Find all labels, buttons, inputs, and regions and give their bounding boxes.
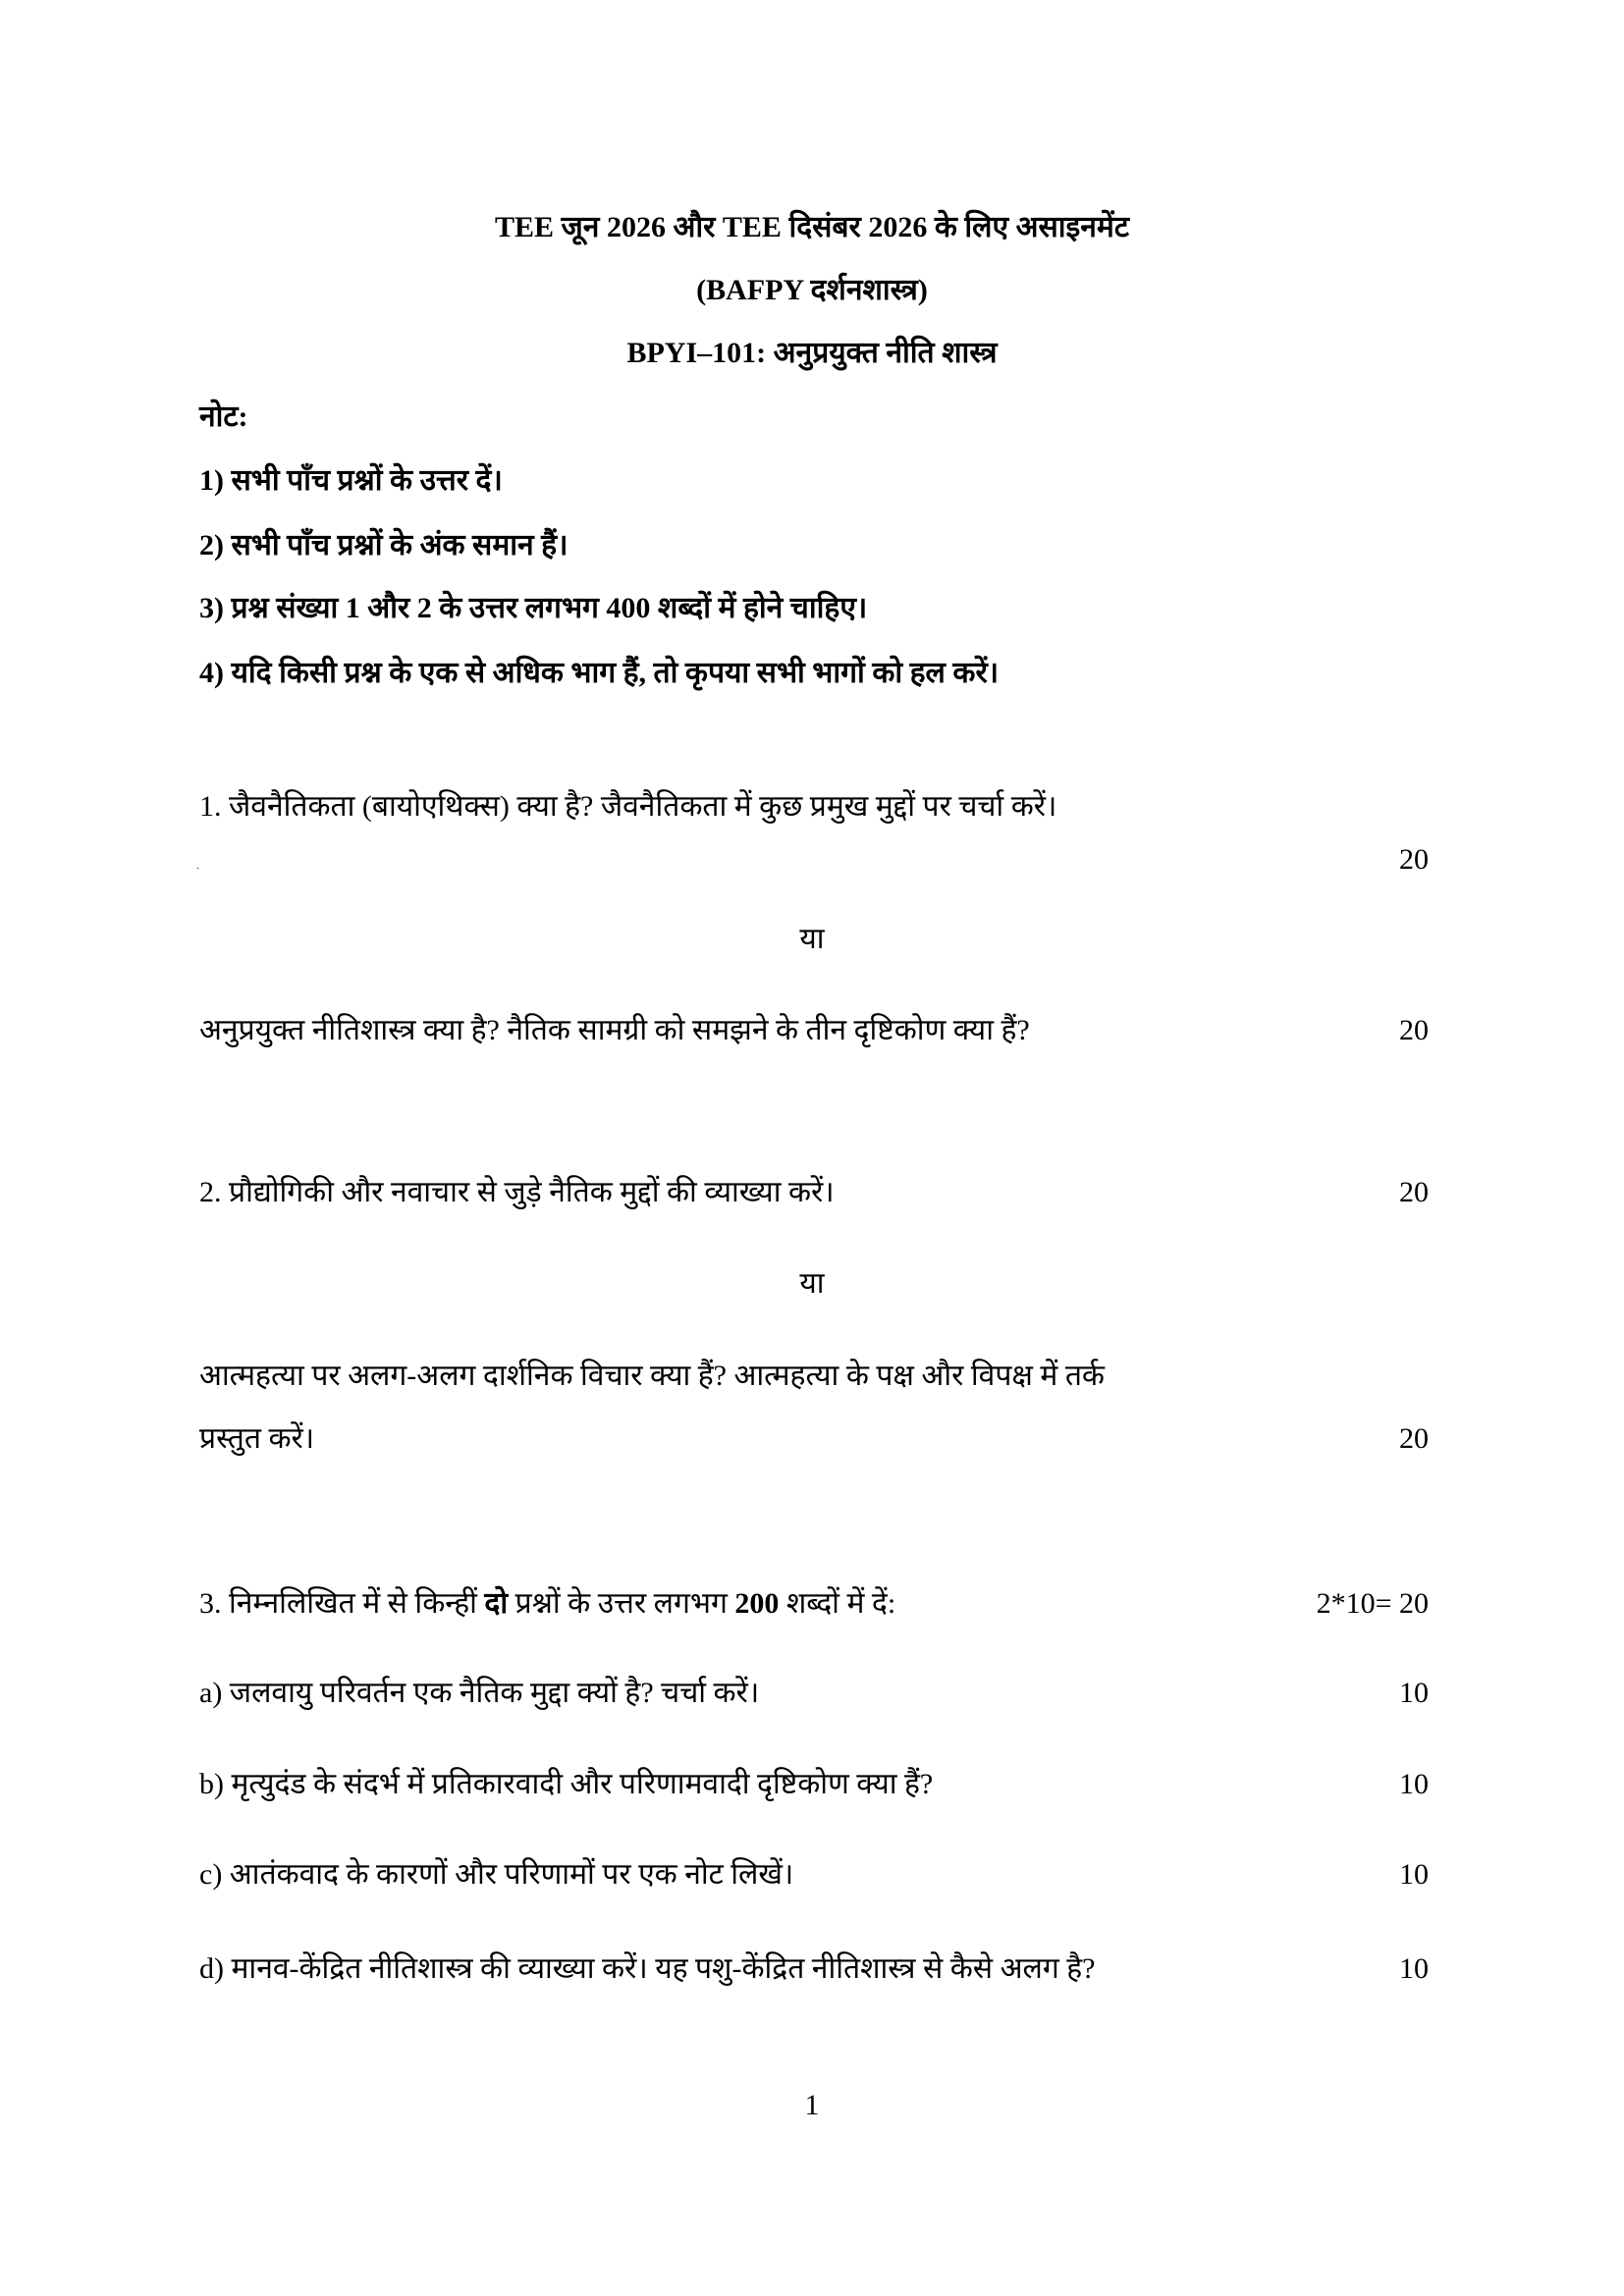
question-2-alternative-line2 [199,1419,1429,1459]
question-2-alternative-line1: आत्महत्या पर अलग-अलग दार्शनिक विचार क्या हैं? आत्महत्या के पक्ष और विपक्ष में तर्क [199,1360,1105,1392]
assignment-title: TEE जून 2026 और TEE दिसंबर 2026 के लिए असाइनमेंट [495,211,1129,243]
programme-name: (BAFPY दर्शनशास्त्र) [696,274,928,306]
question-2 [199,1173,1429,1212]
question-text: प्रस्तुत करें। [199,1422,315,1455]
marks: 10 [1399,1858,1429,1891]
question-text: 1. जैवनैतिकता (बायोएथिक्स) क्या है? जैवनैतिकता में कुछ प्रमुख मुद्दों पर चर्चा करें। [199,790,1057,823]
question-3-part-d [199,1949,1429,1989]
question-3-part-c [199,1855,1429,1895]
question-text: b) मृत्युदंड के संदर्भ में प्रतिकारवादी और परिणामवादी दृष्टिकोण क्या हैं? [199,1768,934,1800]
marks: 20 [1399,1014,1429,1046]
marks: 2*10= 20 [1316,1587,1429,1620]
page-number: 1 [804,2089,820,2121]
question-text: d) मानव-केंद्रित नीतिशास्त्र की व्याख्या करें। यह पशु-केंद्रित नीतिशास्त्र से कैसे अलग है? [199,1952,1096,1985]
note-label: नोट: [199,400,248,433]
question-3-part-b [199,1765,1429,1804]
or-separator: या [799,923,825,955]
course-title: BPYI–101: अनुप्रयुक्त नीति शास्त्र [626,337,998,369]
question-3-part-a [199,1674,1429,1713]
note-item: 2) सभी पाँच प्रश्नों के अंक समान हैं। [199,529,568,561]
question-1-alternative [199,1011,1429,1050]
marks: 20 [1399,843,1429,876]
question-3 [199,1584,1429,1624]
note-item: 1) सभी पाँच प्रश्नों के उत्तर दें। [199,464,503,497]
question-1 [199,787,1429,827]
emphasis: 200 [734,1587,780,1620]
marks: 10 [1399,1677,1429,1709]
marks: 10 [1399,1952,1429,1985]
question-text: शब्दों में दें: [785,1587,896,1620]
question-text: प्रश्नों के उत्तर लगभग [514,1587,728,1620]
marks: 20 [1399,1422,1429,1455]
emphasis: दो [484,1587,509,1620]
question-text: c) आतंकवाद के कारणों और परिणामों पर एक नोट लिखें। [199,1858,794,1891]
or-separator: या [799,1267,825,1300]
question-text: 2. प्रौद्योगिकी और नवाचार से जुड़े नैतिक मुद्दों की व्याख्या करें। [199,1176,835,1208]
marks: 20 [1399,1176,1429,1208]
question-text: अनुप्रयुक्त नीतिशास्त्र क्या है? नैतिक सामग्री को समझने के तीन दृष्टिकोण क्या हैं? [199,1014,1030,1046]
marks: 10 [1399,1768,1429,1800]
question-text: 3. निम्नलिखित में से किन्हीं [199,1587,477,1620]
note-item: 3) प्रश्न संख्या 1 और 2 के उत्तर लगभग 400 शब्दों में होने चाहिए। [199,592,868,624]
question-text: a) जलवायु परिवर्तन एक नैतिक मुद्दा क्यों है? चर्चा करें। [199,1677,760,1709]
note-item: 4) यदि किसी प्रश्न के एक से अधिक भाग हैं, तो कृपया सभी भागों को हल करें। [199,657,1000,689]
question-1-marks-row [199,840,1429,880]
stray-dot: · [196,864,200,875]
